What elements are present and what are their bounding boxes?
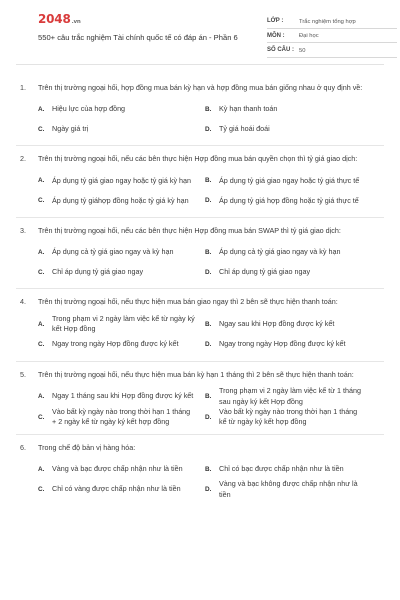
option-d[interactable] (205, 119, 366, 139)
option-letter: C. (38, 197, 45, 205)
question-text: Trên thị trường ngoại hối, nếu thực hiện mua bán giao ngay thì 2 bên sẽ thực hiện thanh toán: (38, 297, 338, 307)
meta-row-subject (267, 29, 397, 44)
question-number: 4. (20, 297, 26, 307)
option-text: Ngày giá trị (52, 124, 89, 134)
option-text: Áp dụng cả tỷ giá giao ngay và kỳ hạn (219, 247, 341, 257)
question-text: Trên thị trường ngoại hối, hợp đồng mua bán kỳ hạn và hợp đồng mua bán giống nhau ở quy định về: (38, 83, 363, 92)
option-c[interactable] (38, 119, 199, 139)
option-text: Áp dụng tỷ giá hợp đồng hoặc tỷ giá thực tế (219, 195, 359, 205)
option-letter: D. (205, 486, 212, 494)
document-meta (267, 14, 397, 58)
option-d[interactable] (205, 407, 366, 428)
meta-row-count (267, 43, 397, 58)
question-number: 6. (20, 442, 26, 452)
question-item (16, 370, 384, 435)
option-b[interactable] (205, 314, 366, 335)
question-text: Trên thị trường ngoại hối, nếu thực hiện mua bán kỳ hạn 1 tháng thì 2 bên sẽ thực hiện thanh toán: (38, 369, 354, 379)
option-text: Vào bất kỳ ngày nào trong thời hạn 1 tháng + 2 ngày kể từ ngày ký kết hợp đồng (52, 406, 191, 427)
option-letter: B. (205, 105, 212, 113)
option-letter: B. (205, 320, 212, 328)
option-grid (16, 242, 384, 282)
option-letter: D. (205, 125, 212, 133)
option-letter: C. (38, 268, 45, 276)
option-c[interactable] (38, 407, 199, 428)
option-grid (16, 459, 384, 500)
logo-name: 2048 (38, 12, 71, 26)
option-d[interactable] (205, 262, 366, 282)
option-text: Ngay sau khi Hợp đồng được ký kết (219, 318, 335, 328)
option-letter: C. (38, 413, 45, 421)
option-c[interactable] (38, 335, 199, 355)
option-letter: D. (205, 413, 212, 421)
option-text: Ngay 1 tháng sau khi Hợp đồng được ký kết (52, 391, 194, 401)
option-text: Trong phạm vi 2 ngày làm việc kể từ 1 tháng sau ngày ký kết Hợp đồng (219, 386, 361, 406)
option-a[interactable] (38, 99, 199, 119)
option-letter: D. (205, 268, 212, 276)
option-text: Tỷ giá hoái đoái (219, 124, 270, 134)
option-a[interactable] (38, 386, 199, 407)
option-text: Chỉ có bạc được chấp nhận như là tiền (219, 464, 344, 474)
option-letter: B. (205, 248, 212, 256)
option-b[interactable] (205, 459, 366, 479)
question-text: Trong chế độ bản vị hàng hóa: (38, 442, 136, 452)
option-text: Áp dụng cả tỷ giá giao ngay và kỳ hạn (52, 247, 174, 257)
option-text: Ngay trong ngày Hợp đồng được ký kết (52, 339, 179, 349)
question-item (16, 297, 384, 361)
option-text: Trong phạm vi 2 ngày làm việc kể từ ngày ký kết Hợp đồng (52, 313, 195, 334)
option-letter: A. (38, 320, 45, 328)
option-text: Áp dụng tỷ giáhợp đồng hoặc tỷ giá kỳ hạn (52, 195, 189, 205)
option-letter: B. (205, 465, 212, 473)
option-text: Ngay trong ngày Hợp đồng được ký kết (219, 339, 346, 349)
option-b[interactable] (205, 242, 366, 262)
meta-row-class (267, 14, 397, 29)
question-item (16, 226, 384, 289)
option-grid (16, 386, 384, 428)
question-text: Trên thị trường ngoại hối, nếu các bên thực hiện Hợp đồng mua bán SWAP thì tỷ giá giao dịch: (38, 225, 341, 235)
option-text: Vào bất kỳ ngày nào trong thời hạn 1 tháng kể từ ngày ký kết hợp đồng (219, 406, 358, 427)
question-item (16, 443, 384, 506)
option-text: Vàng và bạc không được chấp nhận như là tiền (219, 479, 358, 499)
question-item (16, 154, 384, 217)
option-letter: A. (38, 105, 45, 113)
option-letter: C. (38, 340, 45, 348)
meta-value: Đại học (299, 33, 319, 40)
question-text: Trên thị trường ngoại hối, nếu các bên thực hiện Hợp đồng mua bán quyền chọn thì tỷ giá giao dịch: (38, 154, 358, 164)
option-a[interactable] (38, 242, 199, 262)
question-number: 3. (20, 225, 26, 235)
option-text: Kỳ hạn thanh toán (219, 104, 278, 114)
option-b[interactable] (205, 171, 366, 191)
question-number: 5. (20, 369, 26, 379)
option-a[interactable] (38, 314, 199, 335)
meta-value: Trắc nghiệm tổng hợp (299, 18, 356, 25)
option-c[interactable] (38, 191, 199, 211)
option-letter: C. (38, 486, 45, 494)
option-text: Chỉ áp dụng tỷ giá giao ngay (219, 267, 311, 277)
option-letter: A. (38, 248, 45, 256)
logo-tld: .vn (71, 19, 81, 25)
question-item (16, 83, 384, 146)
option-letter: A. (38, 465, 45, 473)
option-text: Chỉ có vàng được chấp nhận như là tiền (52, 484, 181, 494)
option-letter: C. (38, 125, 45, 133)
meta-value: 50 (299, 47, 306, 54)
option-text: Áp dụng tỷ giá giao ngay hoặc tỷ giá thực tế (219, 175, 360, 185)
option-d[interactable] (205, 191, 366, 211)
option-text: Hiệu lực của hợp đồng (52, 104, 126, 114)
option-letter: A. (38, 392, 45, 400)
option-c[interactable] (38, 479, 199, 500)
option-letter: B. (205, 177, 212, 185)
site-logo[interactable] (38, 11, 81, 28)
option-a[interactable] (38, 171, 199, 191)
option-text: Áp dụng tỷ giá giao ngay hoặc tỷ giá kỳ hạn (52, 175, 192, 185)
option-letter: B. (205, 392, 212, 400)
question-list (16, 70, 384, 506)
option-text: Chỉ áp dụng tỷ giá giao ngay (52, 267, 144, 277)
document-header (16, 0, 384, 70)
meta-label: LỚP : (267, 18, 284, 25)
header-divider (16, 64, 384, 65)
option-grid (16, 99, 384, 139)
option-b[interactable] (205, 99, 366, 119)
meta-label: SỐ CÂU : (267, 47, 294, 54)
option-grid (16, 171, 384, 211)
option-d[interactable] (205, 479, 366, 500)
question-number: 2. (20, 154, 26, 164)
document-title: 550+ câu trắc nghiệm Tài chính quốc tế có đáp án - Phần 6 (38, 33, 238, 42)
meta-label: MÔN : (267, 32, 285, 39)
option-grid (16, 314, 384, 355)
option-letter: D. (205, 340, 212, 348)
question-number: 1. (20, 83, 26, 92)
option-letter: D. (205, 197, 212, 205)
option-a[interactable] (38, 459, 199, 479)
option-d[interactable] (205, 335, 366, 355)
option-c[interactable] (38, 262, 199, 282)
option-letter: A. (38, 177, 45, 185)
option-text: Vàng và bạc được chấp nhận như là tiền (52, 464, 183, 474)
option-b[interactable] (205, 386, 366, 407)
